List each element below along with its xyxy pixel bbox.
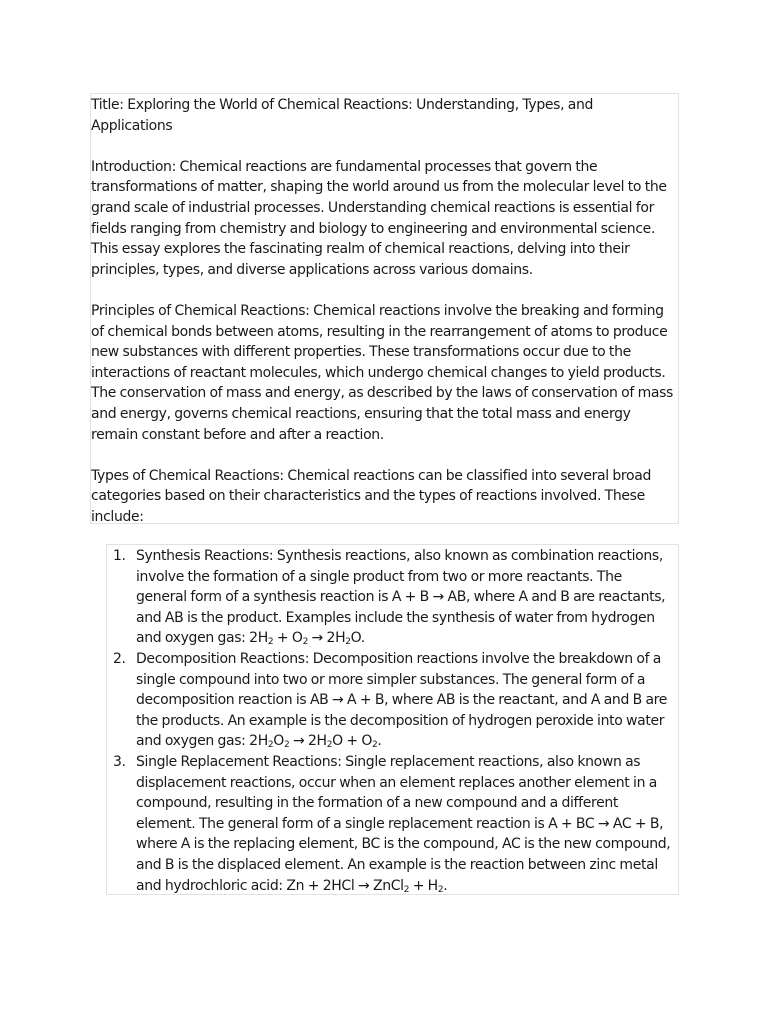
types-intro-paragraph: Types of Chemical Reactions: Chemical reactions can be classified into several broad categories based on their characteristics and the types of reactions involved. These include: [91,467,651,525]
list-item [107,546,674,649]
list-item-text: Synthesis Reactions: Synthesis reactions, also known as combination reactions, involve the formation of a single product from two or more reactants. The general form of a synthesis reaction is A + B → AB, where A and B are reactants, and AB is the product. Examples include the synthesis of water from hydrogen and oxygen gas: [136,548,666,647]
introduction-paragraph: Introduction: Chemical reactions are fundamental processes that govern the transformations of matter, shaping the world around us from the molecular level to the grand scale of industrial processes. Understanding chemical reactions is essential for fields ranging from chemistry and biology to engineering and environmental science. This essay explores the fascinating realm of chemical reactions, delving into their principles, types, and diverse applications across various domains. [91,158,667,278]
list-item-text: Single Replacement Reactions: Single replacement reactions, also known as displacement reactions, occur when an element replaces another element in a compound, resulting in the formation of a new compound and a different element. The general form of a single replacement reaction is A + BC → AC + B, where A is the replacing element, BC is the compound, AC is the new compound, and B is the displaced element. An example is the reaction between zinc metal and hydrochloric acid: [136,753,671,894]
subscript: 2 [437,884,444,895]
reaction-types-list [107,546,674,896]
list-item-number: 1. [113,548,126,564]
list-item-number: 2. [113,650,126,667]
list-item [107,752,674,896]
list-item [107,649,674,752]
subscript: 2 [283,740,290,751]
subscript: 2 [372,740,378,751]
subscript: 2 [345,637,351,648]
subscript: 2 [267,740,274,751]
list-item-text: Decomposition Reactions: Decomposition reactions involve the breakdown of a single compound into two or more simpler substances. The general form of a decomposition reaction is AB → A + B, where AB is the reactant, and A and B are the products. An example is the decomposition of hydrogen peroxide into water and oxygen gas: [136,650,668,750]
subscript: 2 [326,740,333,751]
chemical-equation: Zn + 2HCl → ZnCl$_2$ + $H_2$. [286,877,448,895]
subscript: 2 [302,637,308,648]
subscript: 2 [403,884,410,895]
reaction-types-list-block [106,544,679,895]
essay-title: Title: Exploring the World of Chemical Reactions: Understanding, Types, and Applications [91,97,594,134]
list-item-number: 3. [113,753,126,770]
principles-paragraph: Principles of Chemical Reactions: Chemical reactions involve the breaking and forming of chemical bonds between atoms, resulting in the rearrangement of atoms to produce new substances with different properties. These transformations occur due to the interactions of reactant molecules, which undergo chemical changes to yield products. The conservation of mass and energy, as described by the laws of conservation of mass and energy, governs chemical reactions, ensuring that the total mass and energy remain constant before and after a reaction. [91,302,673,443]
chemical-equation: $2H_2 + O_2 \to 2H_2O$. [249,630,365,648]
subscript: 2 [267,637,274,648]
chemical-equation: $2H_2O_2 \to 2H_2O + O_2$. [249,733,382,751]
essay-text-block [90,93,679,524]
